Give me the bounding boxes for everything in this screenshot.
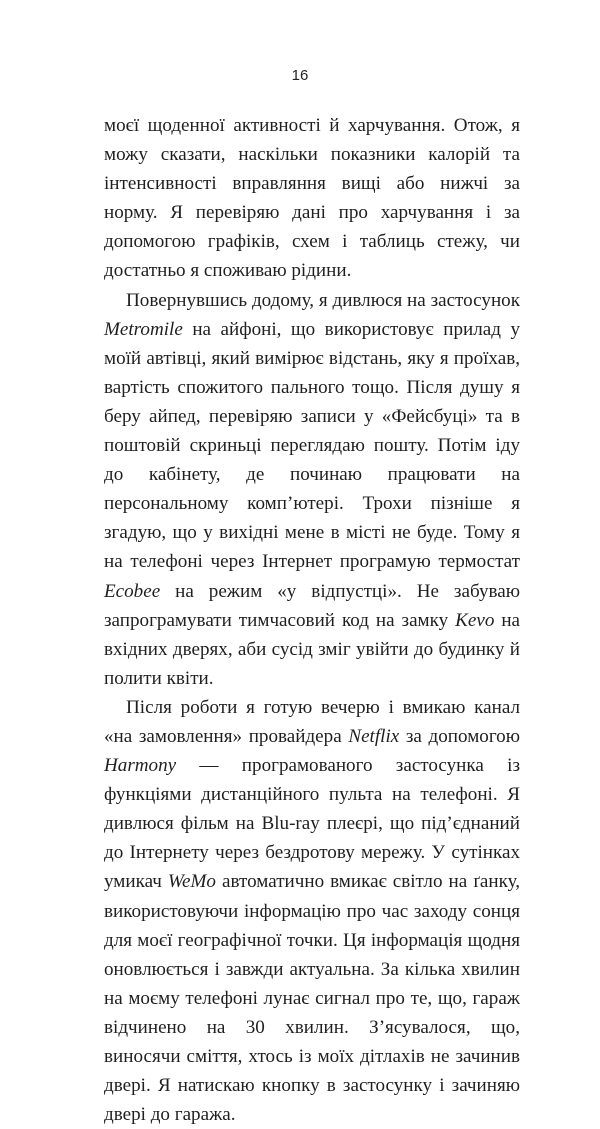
text-run: Після роботи я готую вечерю і вмикаю канал «на замовлення» провайдера (104, 696, 520, 747)
text-run: — програмованого застосунка із функціями дистанційного пульта на телефоні. Я дивлюся фільм на Blu-ray плеєрі, що під’єднаний до Інтернету через бездротову мережу. У сутінках умикач (104, 755, 520, 893)
italic-term: Kevo (455, 609, 495, 631)
text-run: на айфоні, що використовує прилад у моїй автівці, який вимірює відстань, яку я проїхав, вартість спожитого пального тощо. Після душу я беру айпед, перевіряю записи у «Фейсбуці» та в поштовій скриньці переглядаю пошту. Потім іду до кабінету, де починаю працювати на персональному комп’ютері. Трохи пізніше я згадую, що у вихідні мене в місті не буде. Тому я на телефоні через Інтернет програмую термостат (104, 318, 520, 573)
italic-term: Metromile (104, 318, 183, 340)
text-run: автоматично вмикає світло на ґанку, використовуючи інформацію про час заходу сонця для моєї географічної точки. Ця інформація щодня оновлюється і завжди актуальна. За кілька хвилин на моєму телефоні лунає сигнал про те, що, гараж відчинено на 30 хвилин. З’ясувалося, що, виносячи сміття, хтось із моїх дітлахів не зачинив двері. Я натискаю кнопку в застосунку і зачиняю двері до гаража. (104, 871, 520, 1126)
paragraph-3 (104, 693, 520, 1129)
italic-term: Harmony (104, 755, 177, 777)
text-run: за допомогою (399, 725, 520, 747)
paragraph-2 (104, 286, 520, 693)
page-number: 16 (291, 67, 309, 84)
paragraph-1 (104, 111, 520, 286)
text-run: на вхідних дверях, аби сусід зміг увійти до будинку й полити квіти. (104, 609, 521, 689)
page-body (104, 111, 520, 1129)
italic-term: Netflix (348, 725, 400, 747)
text-run: Повернувшись додому, я дивлюся на застосунок (126, 289, 520, 311)
italic-term: WeMo (167, 871, 216, 893)
text-run: моєї щоденної активності й харчування. Отож, я можу сказати, наскільки показники калорій та інтенсивності вправляння вищі або нижчі за норму. Я перевіряю дані про харчування і за допомогою графіків, схем і таблиць стежу, чи достатньо я споживаю рідини. (104, 115, 520, 282)
text-run: на режим «у відпустці». Не забуваю запрограмувати тимчасовий код на замку (104, 580, 520, 631)
italic-term: Ecobee (104, 580, 161, 602)
